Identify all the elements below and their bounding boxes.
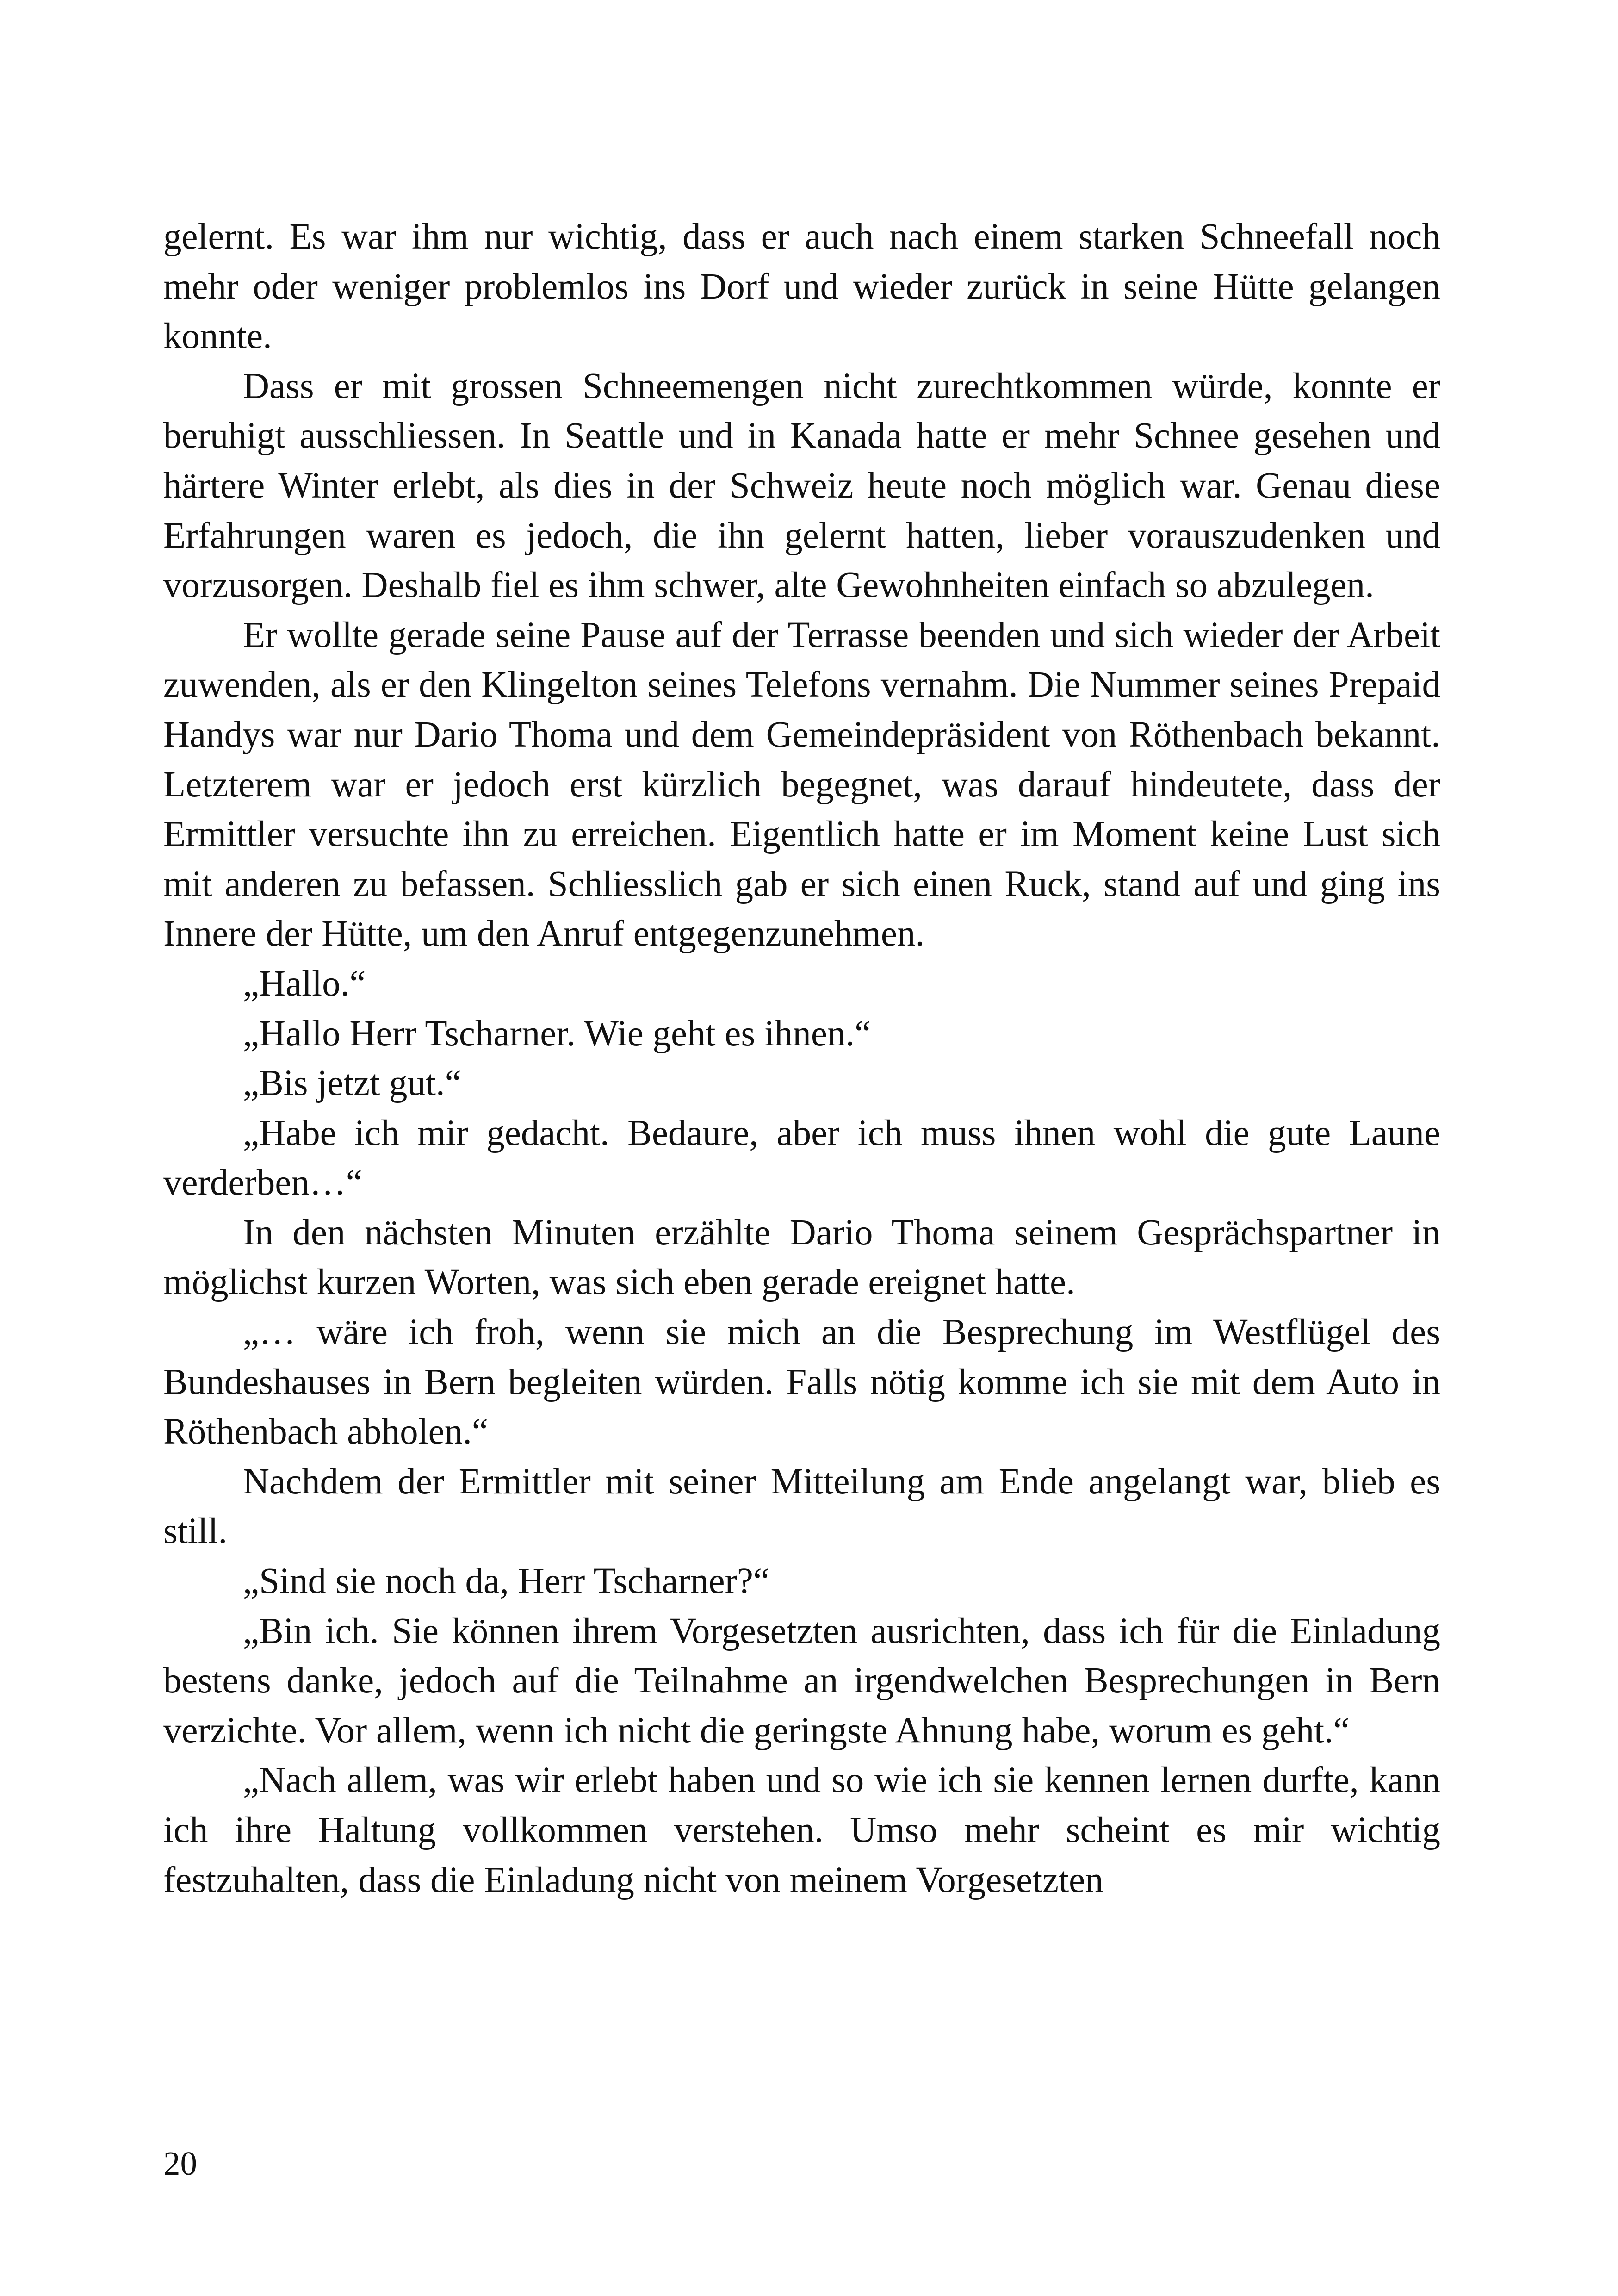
paragraph: „Hallo Herr Tscharner. Wie geht es ihnen.“ bbox=[243, 1013, 871, 1054]
paragraph: „… wäre ich froh, wenn sie mich an die Besprechung im Westflügel des Bundeshauses in Bern begleiten würden. Falls nötig komme ich sie mit dem Auto in Röthenbach abholen.“ bbox=[163, 1312, 1440, 1452]
paragraph: gelernt. Es war ihm nur wichtig, dass er auch nach einem starken Schneefall noch mehr oder weniger problemlos ins Dorf und wieder zurück in seine Hütte gelangen konnte. bbox=[163, 217, 1440, 357]
body-text bbox=[163, 212, 1440, 1905]
paragraph: „Habe ich mir gedacht. Bedaure, aber ich muss ihnen wohl die gute Laune verderben…“ bbox=[163, 1113, 1440, 1203]
paragraph: „Bis jetzt gut.“ bbox=[243, 1063, 461, 1104]
paragraph: Nachdem der Ermittler mit seiner Mitteilung am Ende angelangt war, blieb es still. bbox=[163, 1461, 1440, 1552]
paragraph: „Hallo.“ bbox=[243, 963, 366, 1004]
page-number: 20 bbox=[163, 2145, 197, 2182]
paragraph: „Sind sie noch da, Herr Tscharner?“ bbox=[243, 1561, 770, 1602]
paragraph: „Bin ich. Sie können ihrem Vorgesetzten ausrichten, dass ich für die Einladung bestens danke, jedoch auf die Teilnahme an irgendwelchen Besprechungen in Bern verzichte. Vor allem, wenn ich nicht die geringste Ahnung habe, worum es geht.“ bbox=[163, 1611, 1440, 1751]
paragraph: „Nach allem, was wir erlebt haben und so wie ich sie kennen lernen durfte, kann ich ihre Haltung vollkommen verstehen. Umso mehr scheint es mir wichtig festzuhalten, dass die Einladung nicht von meinem Vorgesetzten bbox=[163, 1760, 1440, 1900]
paragraph: Dass er mit grossen Schneemengen nicht zurechtkommen würde, konnte er beruhigt ausschliessen. In Seattle und in Kanada hatte er mehr Schnee gesehen und härtere Winter erlebt, als dies in der Schweiz heute noch möglich war. Genau diese Erfahrungen waren es jedoch, die ihn gelernt hatten, lieber vorauszudenken und vorzusorgen. Deshalb fiel es ihm schwer, alte Gewohnheiten einfach so abzulegen. bbox=[163, 366, 1440, 606]
paragraph: In den nächsten Minuten erzählte Dario Thoma seinem Gesprächspartner in möglichst kurzen Worten, was sich eben gerade ereignet hatte. bbox=[163, 1212, 1440, 1303]
paragraph: Er wollte gerade seine Pause auf der Terrasse beenden und sich wieder der Arbeit zuwenden, als er den Klingelton seines Telefons vernahm. Die Nummer seines Prepaid Handys war nur Dario Thoma und dem Gemeindepräsident von Röthenbach bekannt. Letzterem war er jedoch erst kürzlich begegnet, was darauf hindeutete, dass der Ermittler versuchte ihn zu erreichen. Eigentlich hatte er im Moment keine Lust sich mit anderen zu befassen. Schliesslich gab er sich einen Ruck, stand auf und ging ins Innere der Hütte, um den Anruf entgegenzunehmen. bbox=[163, 615, 1440, 954]
